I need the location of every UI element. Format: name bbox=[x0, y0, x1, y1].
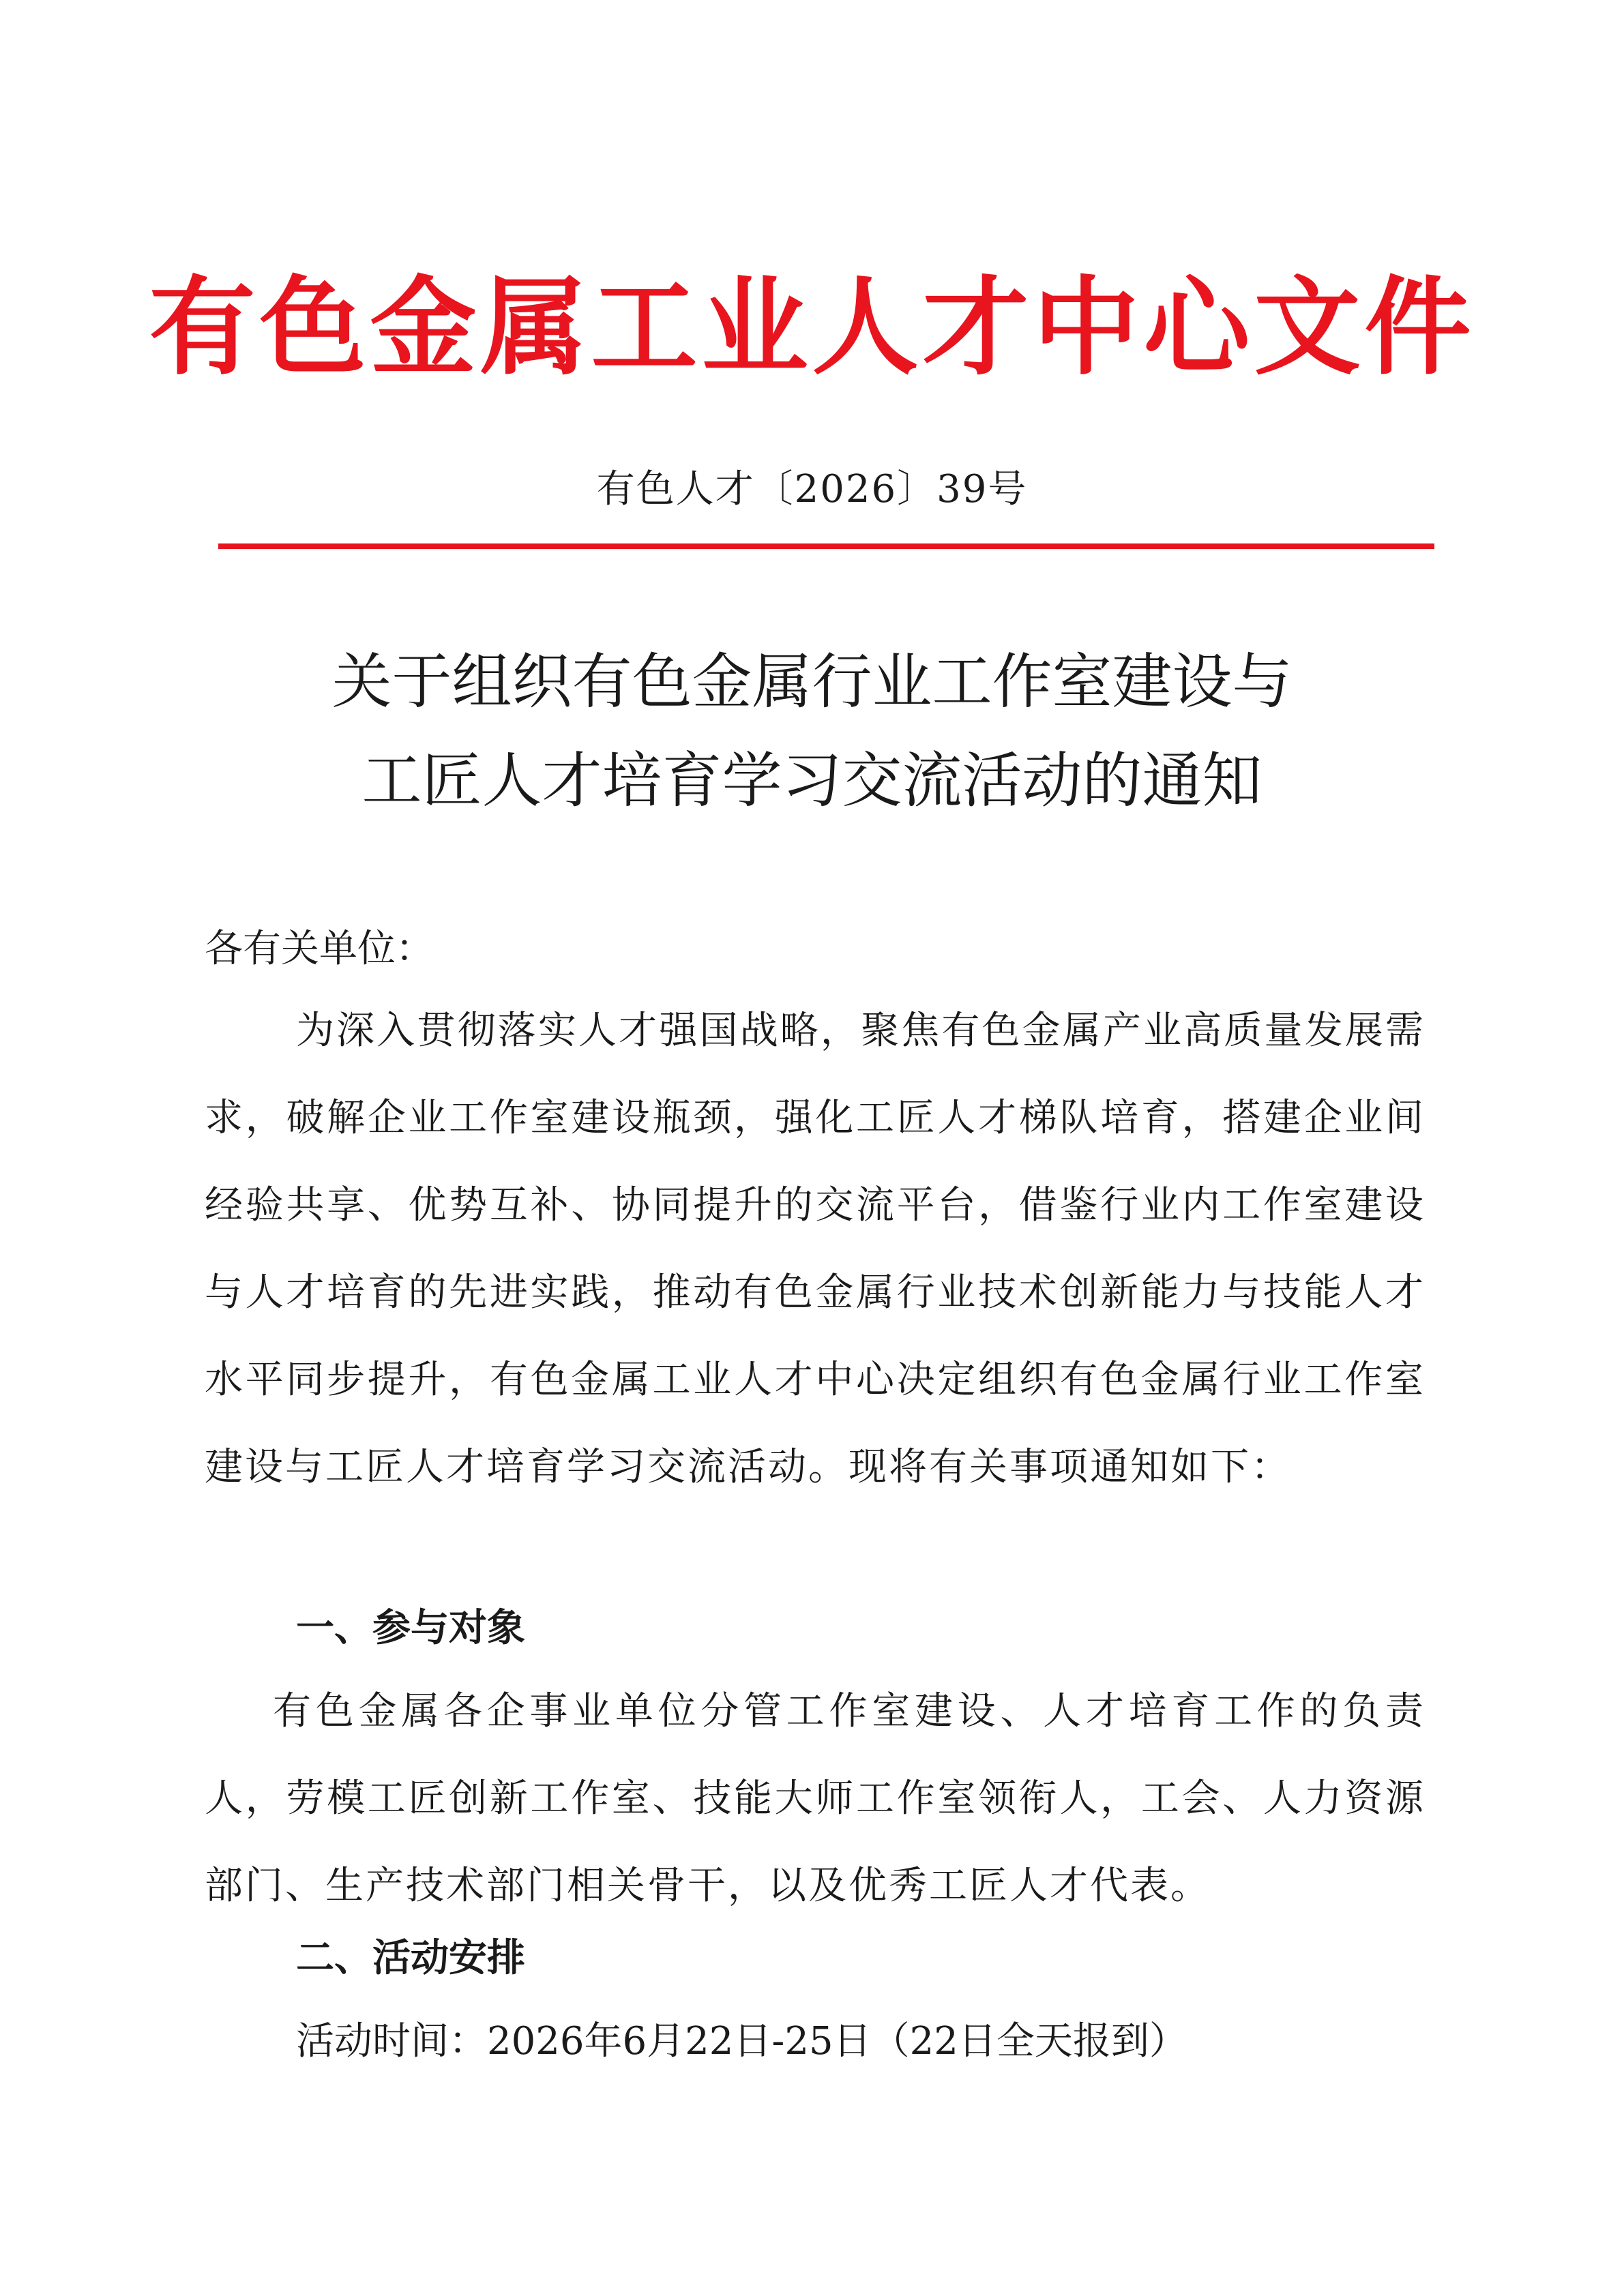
activity-time: 活动时间：2026年6月22日-25日（22日全天报到） bbox=[296, 2019, 1187, 2063]
document-number: 有色人才〔2026〕39号 bbox=[596, 467, 1028, 511]
section-1-heading: 一、参与对象 bbox=[296, 1606, 525, 1650]
section-2-heading: 二、活动安排 bbox=[296, 1936, 525, 1980]
notice-title-line-1: 关于组织有色金属行业工作室建设与 bbox=[331, 646, 1293, 717]
issuer-red-header: 有色金属工业人才中心文件 bbox=[149, 265, 1475, 389]
section-1-content: 有色金属各企事业单位分管工作室建设、人才培育工作的负责人，劳模工匠创新工作室、技能大师工作室领衔人，工会、人力资源部门、生产技术部门相关骨干，以及优秀工匠人才代表。 bbox=[205, 1689, 1426, 1908]
salutation: 各有关单位： bbox=[205, 927, 434, 971]
notice-title-line-2: 工匠人才培育学习交流活动的通知 bbox=[361, 745, 1263, 816]
red-divider-line bbox=[218, 543, 1434, 549]
intro-paragraph: 为深入贯彻落实人才强国战略，聚焦有色金属产业高质量发展需求，破解企业工作室建设瓶颈，强化工匠人才梯队培育，搭建企业间经验共享、优势互补、协同提升的交流平台，借鉴行业内工作室建设与人才培育的先进实践，推动有色金属行业技术创新能力与技能人才水平同步提升，有色金属工业人才中心决定组织有色金属行业工作室建设与工匠人才培育学习交流活动。现将有关事项通知如下： bbox=[205, 1009, 1426, 1489]
